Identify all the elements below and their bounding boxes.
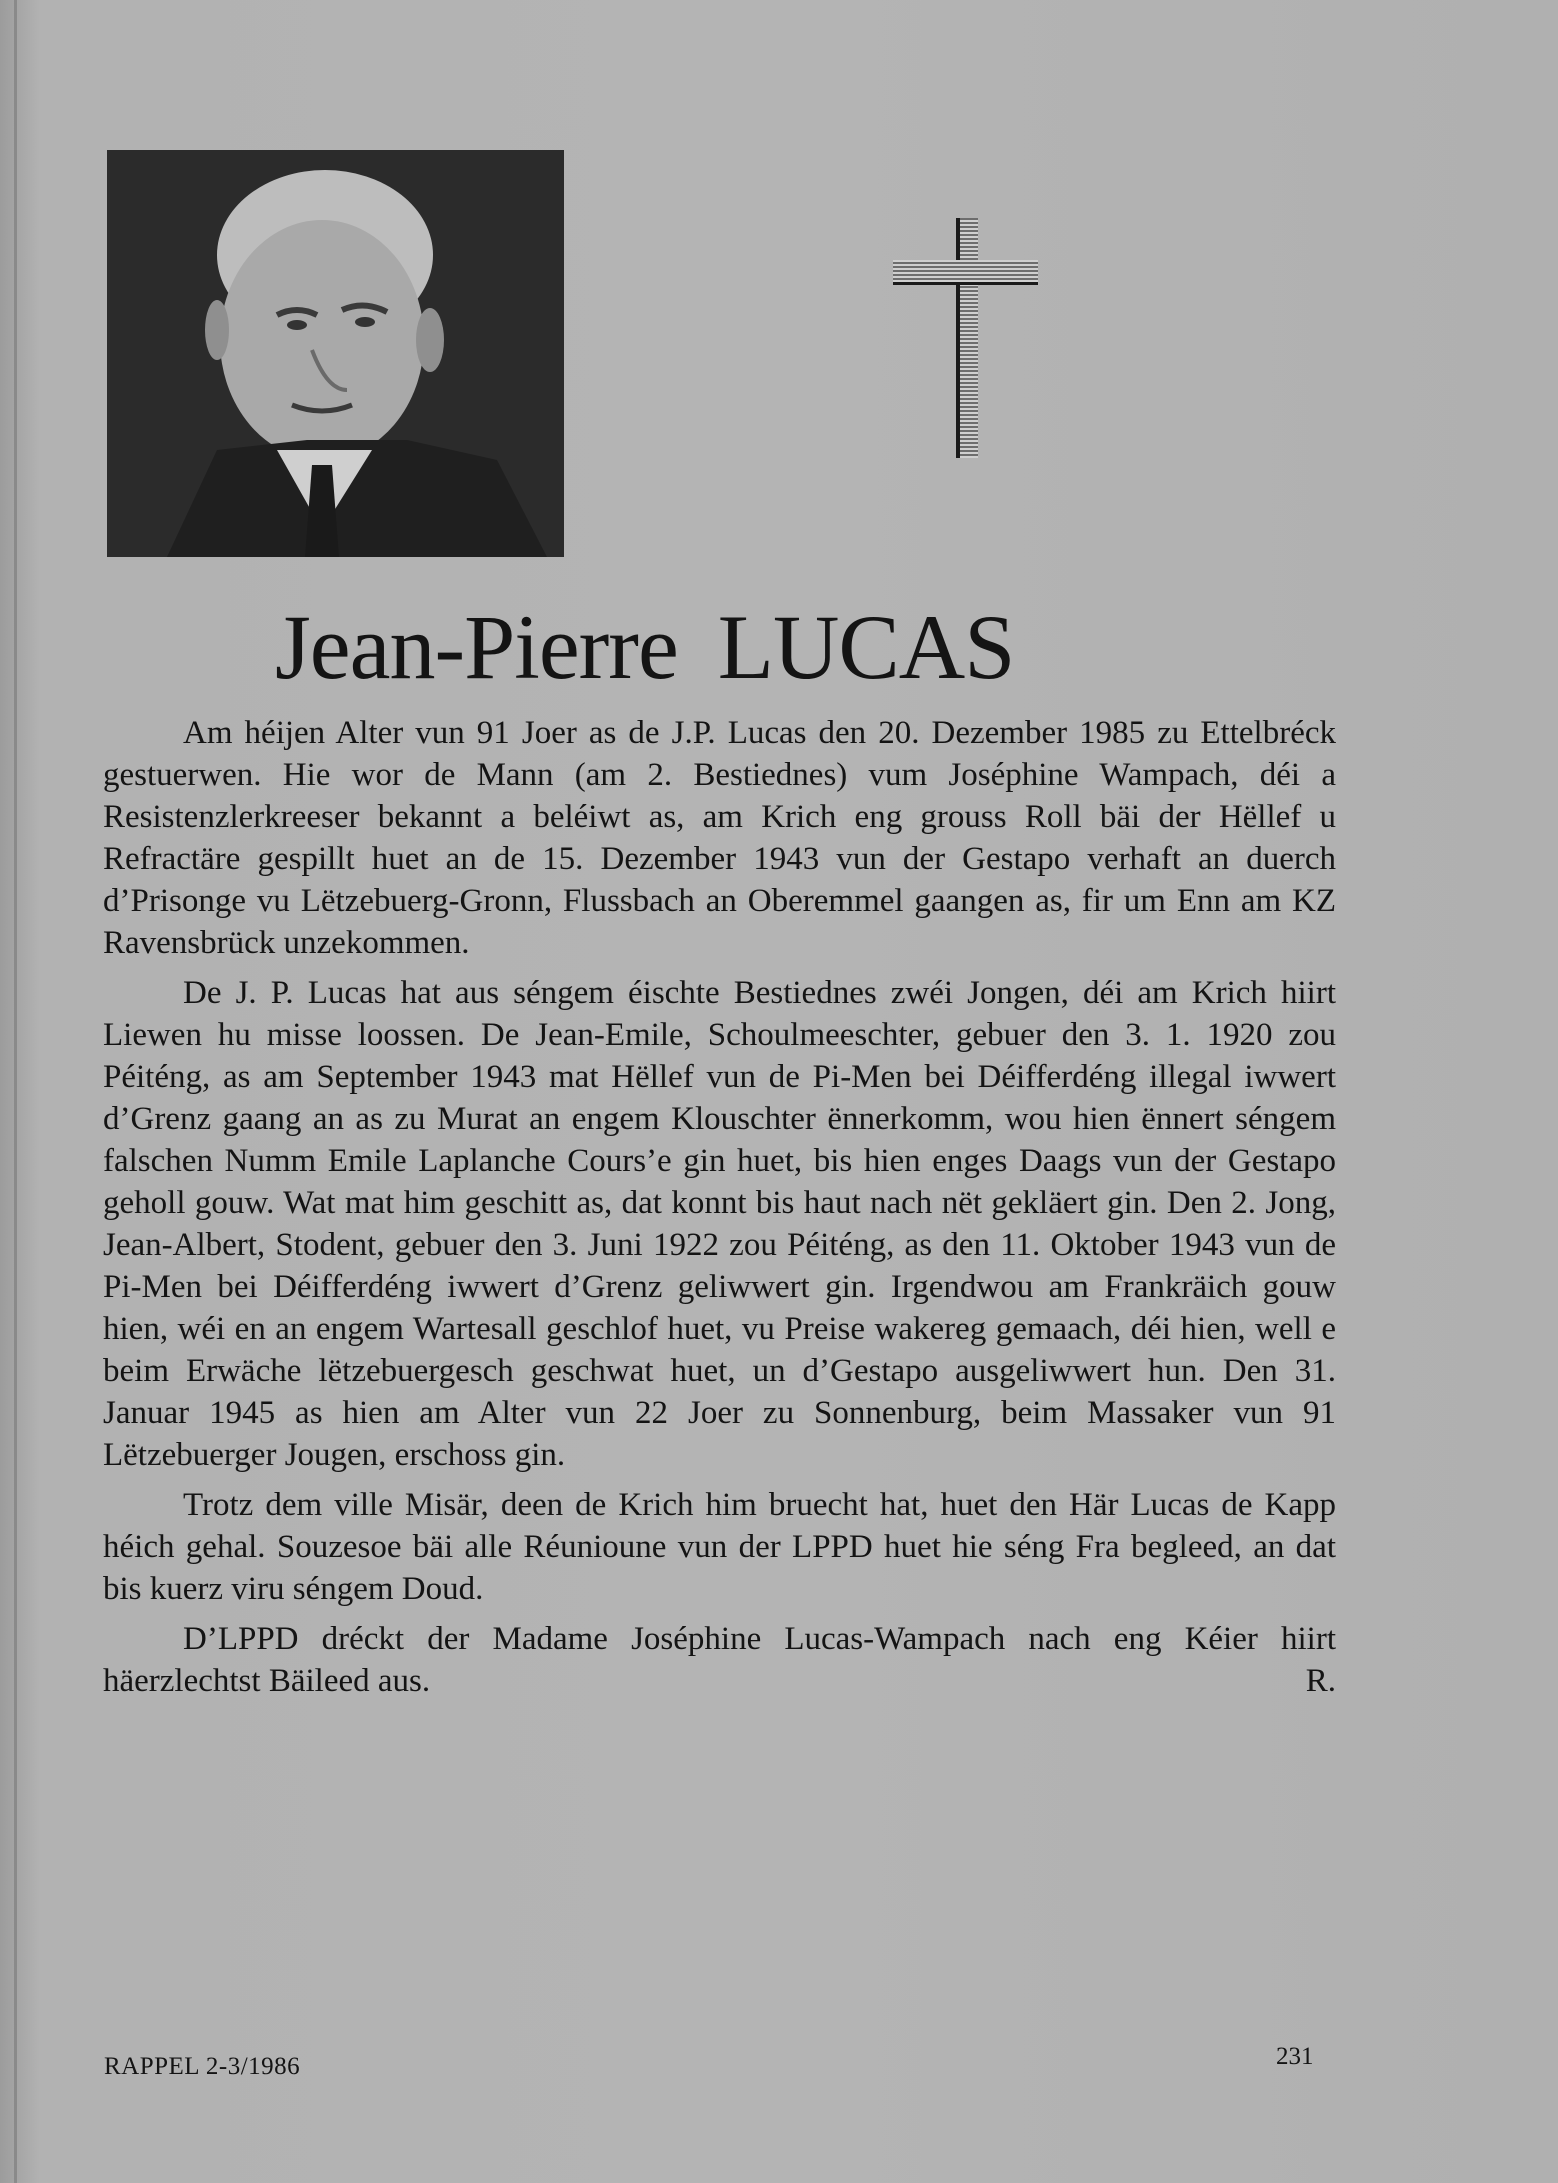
footer-page-number: 231 [1276,2043,1314,2070]
title-first-name: Jean-Pierre [275,596,678,698]
author-signature: R. [1305,1663,1336,1699]
footer-publication: RAPPEL 2-3/1986 [104,2053,301,2080]
obituary-body [103,712,1336,1710]
portrait-photo [107,150,564,557]
cross-icon [893,218,1038,458]
paragraph-4-text: D’LPPD dréckt der Madame Joséphine Lucas-Wampach nach eng Kéier hiirt häerzlechtst Bäileed aus. [103,1621,1336,1699]
cross-vertical-bar [956,218,978,458]
page-title [275,592,1175,702]
page-gutter [14,0,17,2183]
cross-horizontal-bar [893,260,1038,285]
paragraph-2: De J. P. Lucas hat aus séngem éischte Bestiednes zwéi Jongen, déi am Krich hiirt Liewen hu misse loossen. De Jean-Emile, Schoulmeeschter, gebuer den 3. 1. 1920 zou Péiténg, as am September 1943 mat Hëllef vun de Pi-Men bei Déifferdéng illegal iwwert d’Grenz gaang an as zu Murat an engem Klouschter ënnerkomm, wou hien ënnert séngem falschen Numm Emile Laplanche Cours’e gin huet, bis hien enges Daags vun der Gestapo geholl gouw. Wat mat him geschitt as, dat konnt bis haut nach nët gekläert gin. Den 2. Jong, Jean-Albert, Stodent, gebuer den 3. Juni 1922 zou Péiténg, as den 11. Oktober 1943 vun de Pi-Men bei Déifferdéng iwwert d’Grenz geliwwert gin. Irgendwou am Frankräich gouw hien, wéi en an engem Wartesall geschlof huet, vu Preise wakereg gemaach, déi hien, well e beim Erwäche lëtzebuergesch geschwat huet, un d’Gestapo ausgeliwwert hun. Den 31. Januar 1945 as hien am Alter vun 22 Joer zu Sonnenburg, beim Massaker vun 91 Lëtzebuerger Jougen, erschoss gin. [103,975,1336,1473]
title-last-name: LUCAS [717,596,1015,698]
paragraph-4 [103,1618,1336,1702]
portrait-image [107,150,564,557]
paragraph-1: Am héijen Alter vun 91 Joer as de J.P. Lucas den 20. Dezember 1985 zu Ettelbréck gestuerwen. Hie wor de Mann (am 2. Bestiednes) vum Joséphine Wampach, déi a Resistenzlerkreeser bekannt a beléiwt as, am Krich eng grouss Roll bäi der Hëllef u Refractäre gespillt huet an de 15. Dezember 1943 vun der Gestapo verhaft an duerch d’Prisonge vu Lëtzebuerg-Gronn, Flussbach an Oberemmel gaangen as, fir um Enn am KZ Ravensbrück unzekommen. [103,715,1336,961]
paragraph-3: Trotz dem ville Misär, deen de Krich him bruecht hat, huet den Här Lucas de Kapp héich gehal. Souzesoe bäi alle Réunioune vun der LPPD huet hie séng Fra begleed, an dat bis kuerz viru séngem Doud. [103,1487,1336,1607]
